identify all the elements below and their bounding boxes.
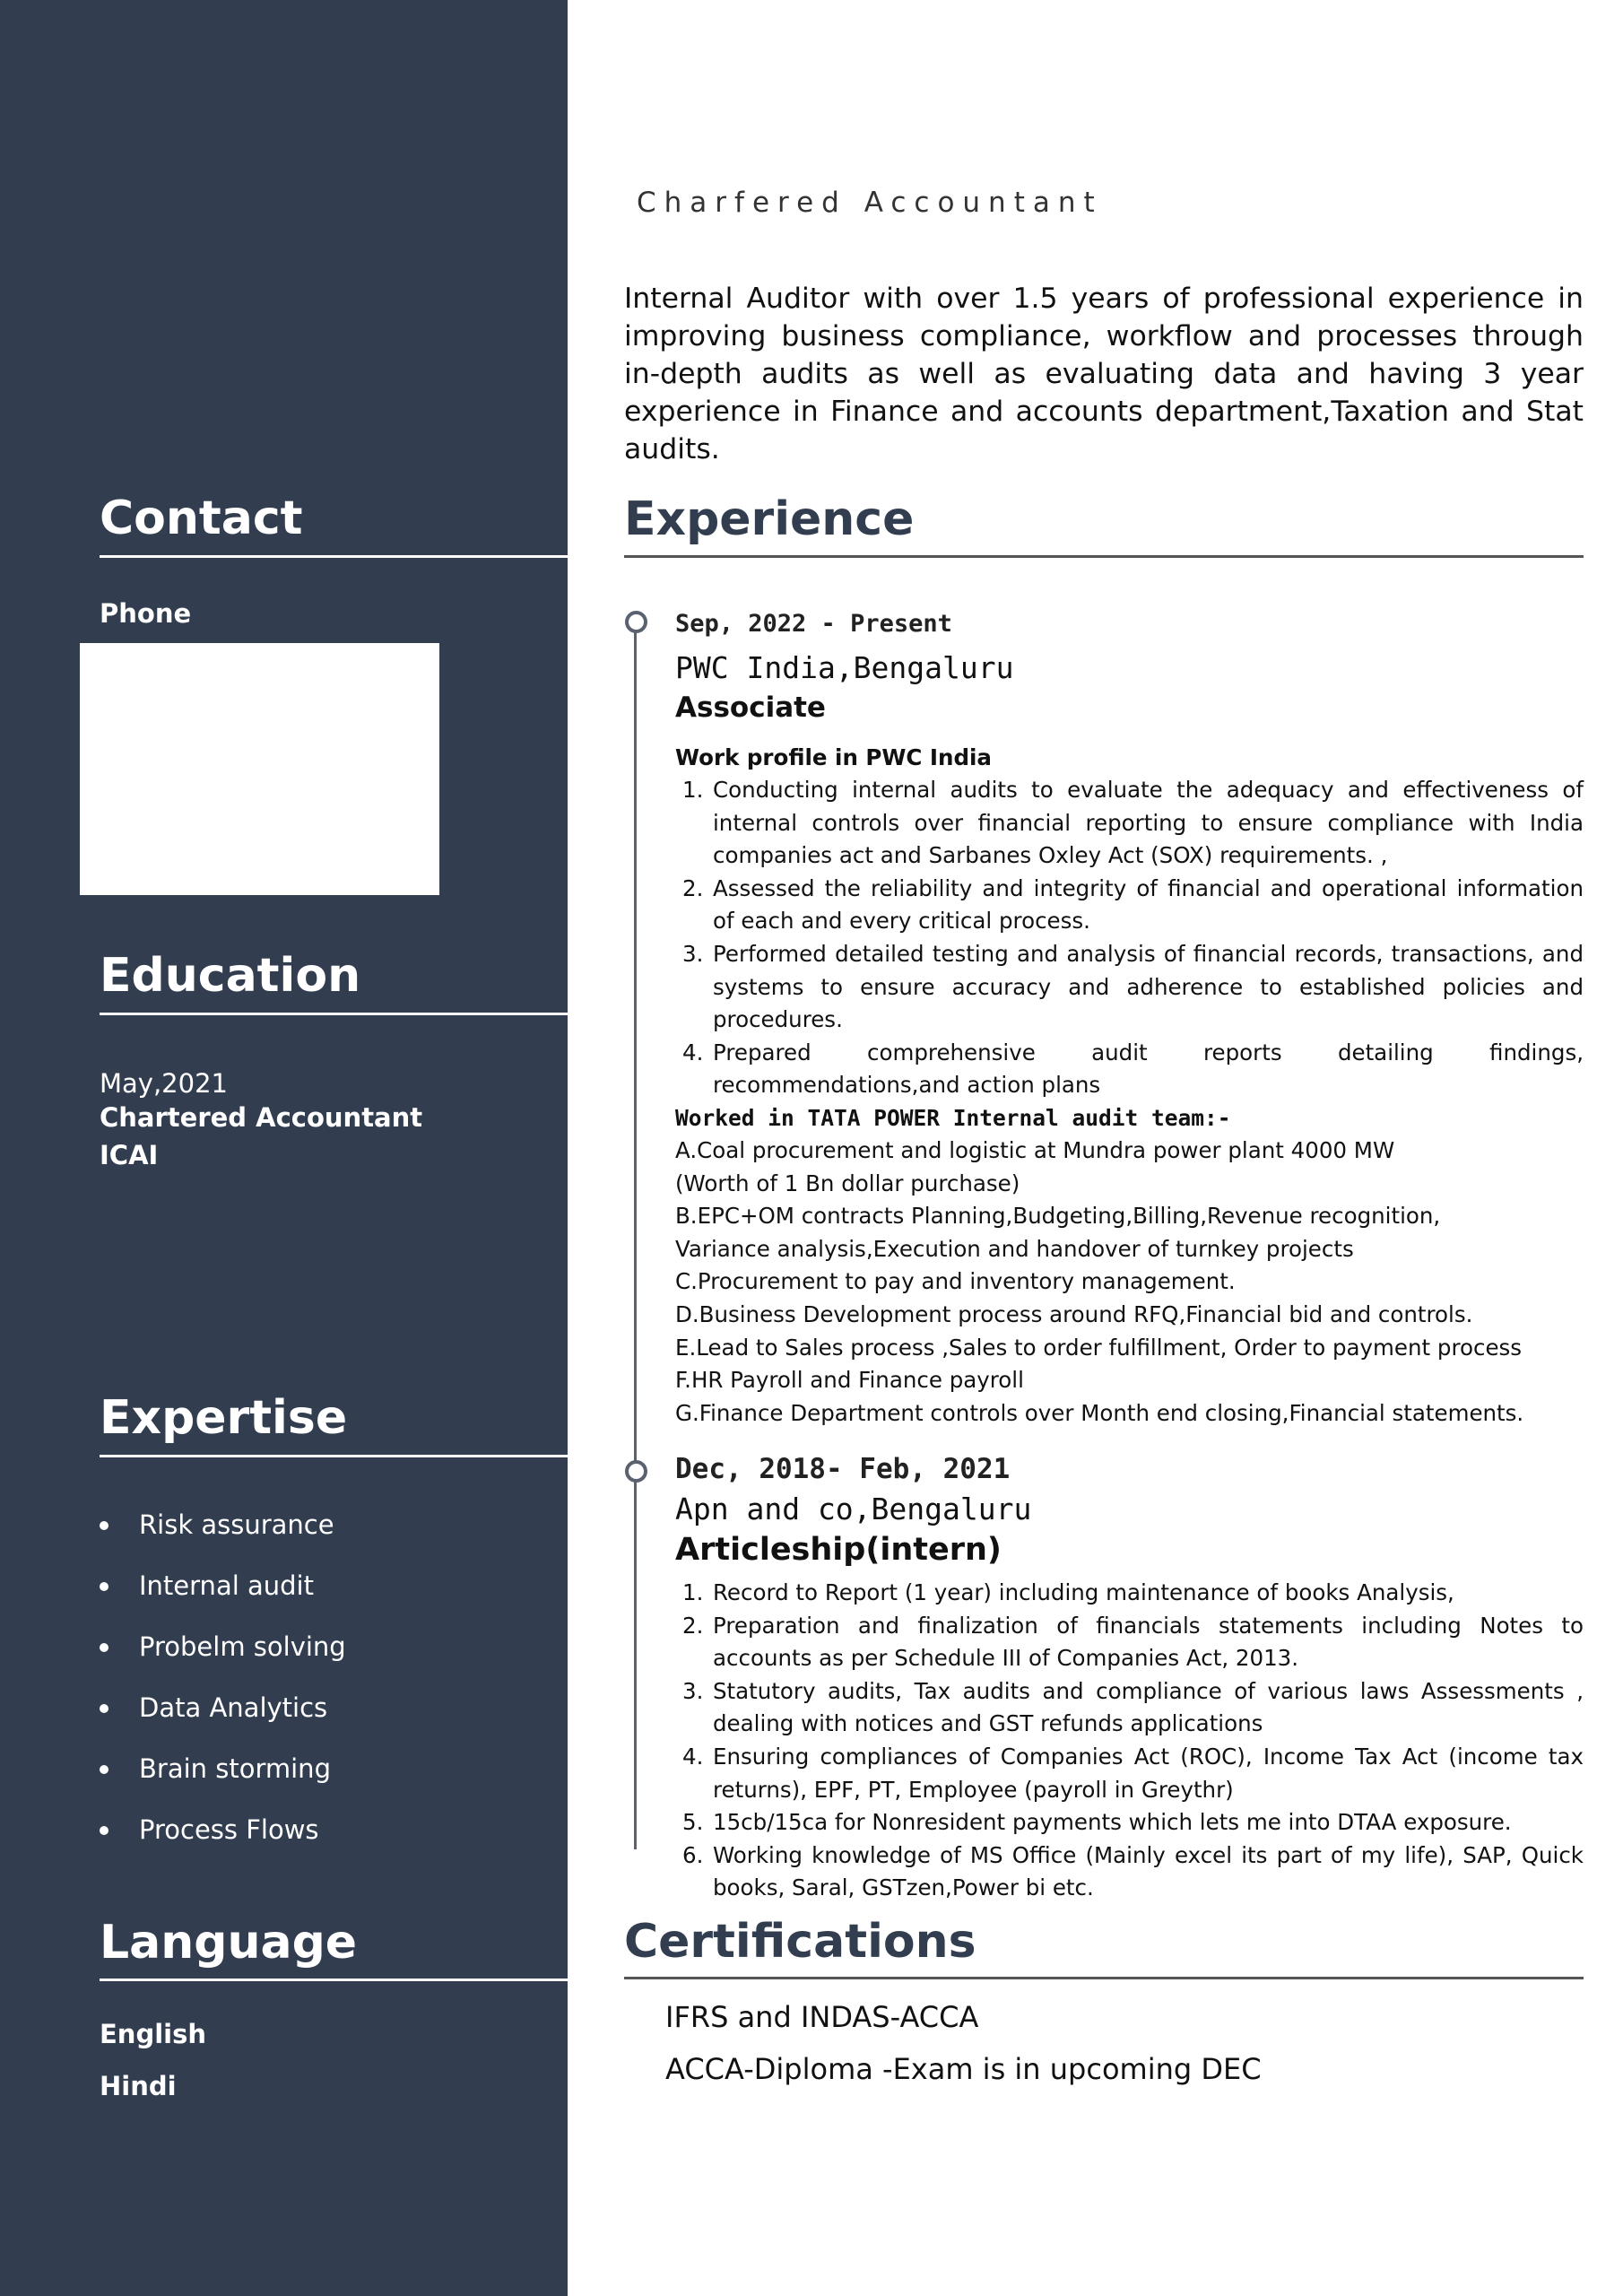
tata-line: G.Finance Department controls over Month end closing,Financial statements. <box>675 1399 1524 1426</box>
work-profile-title: Work profile in PWC India <box>675 744 992 770</box>
timeline-dot <box>625 1460 647 1483</box>
timeline-line <box>634 630 637 1849</box>
timeline-dot <box>625 611 647 633</box>
duty-item: 1. Conducting internal audits to evaluate the adequacy and effectiveness of internal controls over financial reporting to ensure compliance with India companies act and Sarbanes Oxley Act (SOX) requirements. , <box>682 777 1584 869</box>
education-divider <box>100 1013 568 1015</box>
duty-item: 1. Record to Report (1 year) including maintenance of books Analysis, <box>682 1579 1454 1605</box>
contact-heading: Contact <box>100 491 303 545</box>
job-role: Associate <box>675 691 826 724</box>
certifications-heading: Certifications <box>624 1915 976 1969</box>
job-date: Sep, 2022 - Present <box>675 610 952 638</box>
expertise-item: Brain storming <box>100 1751 346 1812</box>
tata-line: F.HR Payroll and Finance payroll <box>675 1367 1024 1394</box>
tata-power-title: Worked in TATA POWER Internal audit team:- <box>675 1104 1231 1131</box>
job-title-tagline: Charfered Accountant <box>637 187 1103 219</box>
expertise-divider <box>100 1455 568 1457</box>
sidebar <box>0 0 568 2296</box>
duty-item: 4. Prepared comprehensive audit reports detailing findings, recommendations,and action plans <box>682 1039 1584 1099</box>
tata-line: D.Business Development process around RFQ,Financial bid and controls. <box>675 1300 1473 1327</box>
duty-item: 6. Working knowledge of MS Office (Mainly excel its part of my life), SAP, Quick books, Saral, GSTzen,Power bi etc. <box>682 1841 1584 1901</box>
duty-item: 4. Ensuring compliances of Companies Act (ROC), Income Tax Act (income tax returns), EPF, PT, Employee (payroll in Greythr) <box>682 1743 1584 1803</box>
language-item: Hindi <box>100 2071 177 2101</box>
job-entry-pwc <box>675 606 1584 1430</box>
job-company: PWC India,Bengaluru <box>675 650 1014 685</box>
education-institute: ICAI <box>100 1140 159 1170</box>
job-company: Apn and co,Bengaluru <box>675 1492 1032 1526</box>
duties-list <box>675 1577 1584 1905</box>
expertise-item: Probelm solving <box>100 1629 346 1690</box>
job-entry-apn <box>675 1449 1584 1905</box>
duties-list <box>675 774 1584 1102</box>
duty-item: 5. 15cb/15ca for Nonresident payments which lets me into DTAA exposure. <box>682 1809 1512 1836</box>
duty-item: 3. Statutory audits, Tax audits and compliance of various laws Assessments , dealing with notices and GST refunds applications <box>682 1677 1584 1737</box>
certification-item: IFRS and INDAS-ACCA <box>665 2000 979 2034</box>
expertise-heading: Expertise <box>100 1391 348 1445</box>
contact-divider <box>100 555 568 558</box>
duty-item: 2. Assessed the reliability and integrity of financial and operational information of each and every critical process. <box>682 874 1584 935</box>
language-heading: Language <box>100 1916 358 1970</box>
expertise-item: Process Flows <box>100 1812 346 1873</box>
tata-line: Variance analysis,Execution and handover of turnkey projects <box>675 1235 1354 1262</box>
profile-summary: Internal Auditor with over 1.5 years of professional experience in improving business compliance, workflow and processes through in-depth audits as well as evaluating data and having 3 year experience in Finance and accounts department,Taxation and Stat audits. <box>624 283 1584 465</box>
expertise-item: Risk assurance <box>100 1507 346 1568</box>
experience-heading: Experience <box>624 492 915 546</box>
education-date: May,2021 <box>100 1068 228 1099</box>
expertise-list <box>100 1507 346 1873</box>
expertise-item: Internal audit <box>100 1568 346 1629</box>
duty-item: 3. Performed detailed testing and analysis of financial records, transactions, and systems to ensure accuracy and adherence to established policies and procedures. <box>682 940 1584 1033</box>
phone-redacted-box <box>80 643 439 895</box>
education-degree: Chartered Accountant <box>100 1102 423 1133</box>
duty-item: 2. Preparation and finalization of financials statements including Notes to accounts as per Schedule III of Companies Act, 2013. <box>682 1612 1584 1672</box>
language-item: English <box>100 2019 207 2049</box>
tata-line: C.Procurement to pay and inventory management. <box>675 1268 1236 1295</box>
language-divider <box>100 1979 568 1981</box>
tata-line: (Worth of 1 Bn dollar purchase) <box>675 1170 1020 1196</box>
expertise-item: Data Analytics <box>100 1690 346 1751</box>
certification-item: ACCA-Diploma -Exam is in upcoming DEC <box>665 2052 1262 2086</box>
experience-divider <box>624 555 1584 558</box>
phone-label: Phone <box>100 598 192 629</box>
job-date: Dec, 2018- Feb, 2021 <box>675 1453 1011 1485</box>
tata-line: E.Lead to Sales process ,Sales to order fulfillment, Order to payment process <box>675 1334 1523 1361</box>
tata-line: B.EPC+OM contracts Planning,Budgeting,Billing,Revenue recognition, <box>675 1203 1441 1230</box>
education-heading: Education <box>100 949 361 1003</box>
job-role: Articleship(intern) <box>675 1532 1002 1568</box>
tata-line: A.Coal procurement and logistic at Mundra power plant 4000 MW <box>675 1136 1395 1163</box>
certifications-divider <box>624 1977 1584 1979</box>
tata-power-list <box>675 1135 1584 1430</box>
